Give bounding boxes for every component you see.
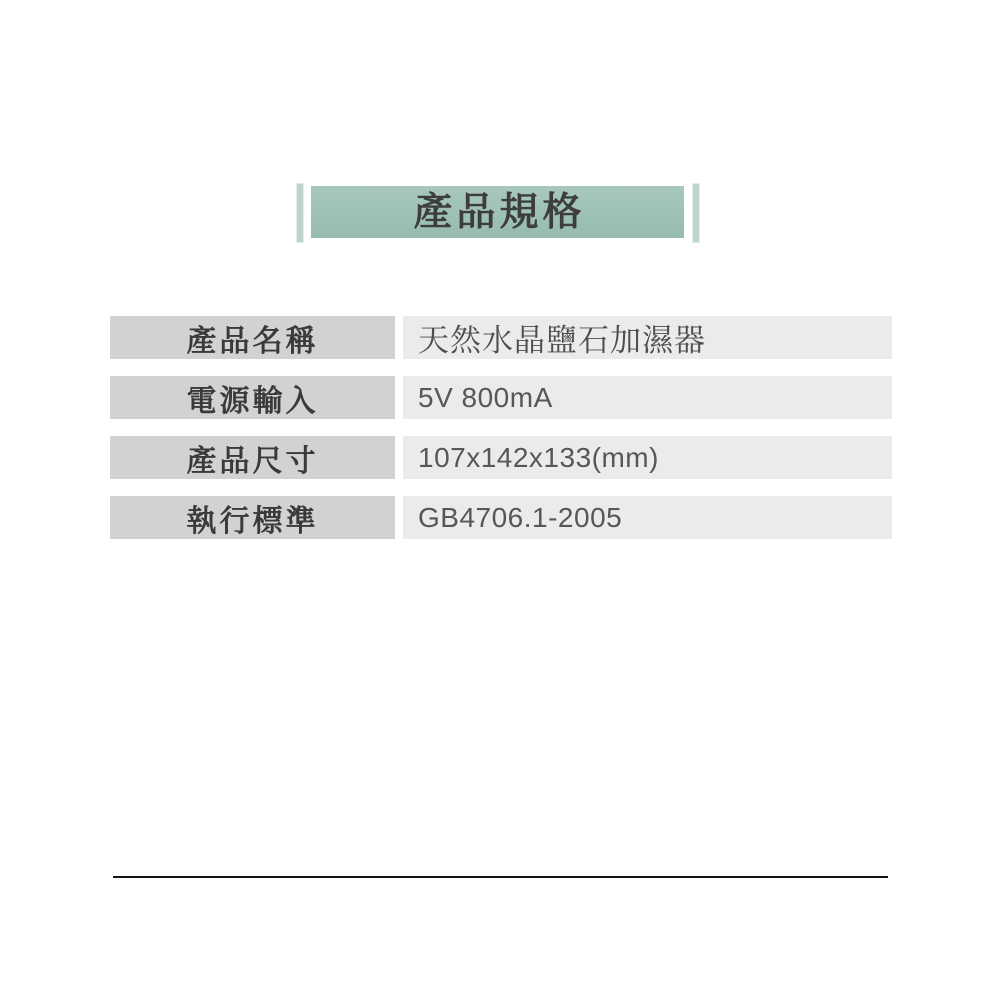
table-row — [110, 496, 892, 539]
spec-value-product-size: 107x142x133(mm) — [403, 436, 892, 479]
table-row — [110, 436, 892, 479]
spec-value-product-name: 天然水晶鹽石加濕器 — [403, 316, 892, 359]
banner-right-accent-bar — [692, 183, 700, 243]
spec-label-product-size: 產品尺寸 — [110, 436, 395, 479]
spec-value-standard: GB4706.1-2005 — [403, 496, 892, 539]
spec-label-power-input: 電源輸入 — [110, 376, 395, 419]
bottom-divider-line — [113, 876, 888, 878]
table-row — [110, 376, 892, 419]
page-title: 產品規格 — [413, 190, 586, 234]
banner-left-accent-bar — [296, 183, 304, 243]
spec-value-power-input: 5V 800mA — [403, 376, 892, 419]
spec-table — [110, 316, 892, 556]
title-banner — [311, 186, 684, 238]
table-row — [110, 316, 892, 359]
spec-label-product-name: 產品名稱 — [110, 316, 395, 359]
spec-label-standard: 執行標準 — [110, 496, 395, 539]
